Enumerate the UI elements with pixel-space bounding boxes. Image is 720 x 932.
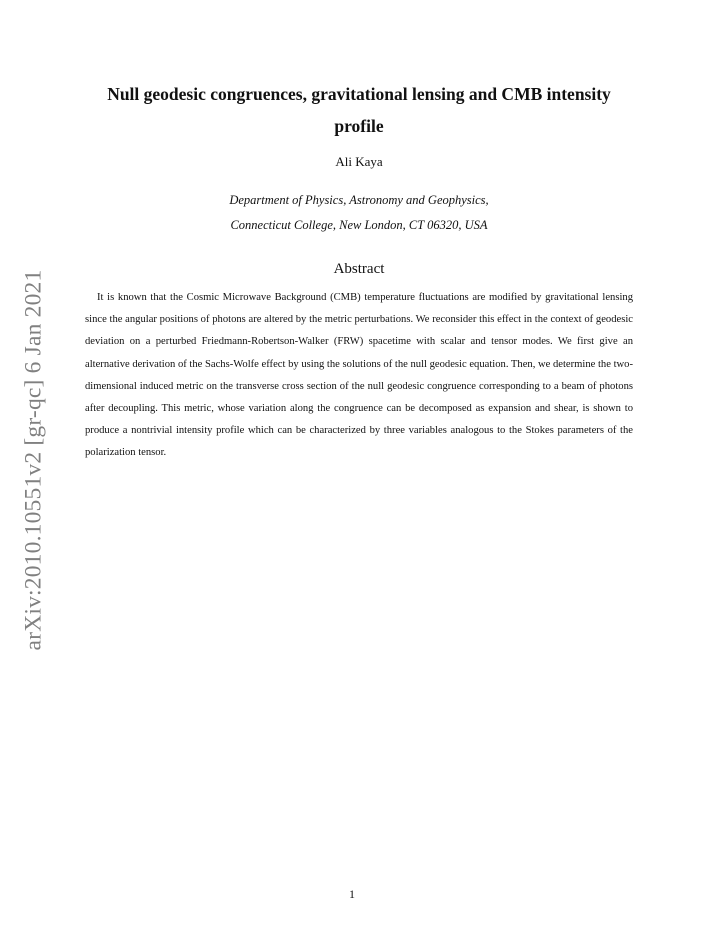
affiliation-line-2: Connecticut College, New London, CT 06320, USA [230, 218, 488, 232]
affiliation-line-1: Department of Physics, Astronomy and Geophysics, [229, 193, 489, 207]
paper-title: Null geodesic congruences, gravitational lensing and CMB intensity profile [107, 84, 611, 136]
page-number: 1 [349, 887, 355, 901]
abstract-text: It is known that the Cosmic Microwave Background (CMB) temperature fluctuations are modified by gravitational lensing since the angular positions of photons are altered by the metric perturbations. We reconsider this effect in the context of geodesic deviation on a perturbed Friedmann-Robertson-Walker (FRW) spacetime with scalar and tensor modes. We first give an alternative derivation of the Sachs-Wolfe effect by using the solutions of the null geodesic equation. Then, we determine the two-dimensional induced metric on the transverse cross section of the null geodesic congruence corresponding to a beam of photons after decoupling. This metric, whose variation along the congruence can be decomposed as expansion and shear, is shown to produce a nontrivial intensity profile which can be characterized by three variables analogous to the Stokes parameters of the polarization tensor. [85, 292, 633, 459]
author-name: Ali Kaya [335, 154, 383, 169]
abstract-heading: Abstract [333, 261, 385, 277]
arxiv-identifier-stamp: arXiv:2010.10551v2 [gr-qc] 6 Jan 2021 [20, 269, 47, 651]
author-affiliation [0, 188, 718, 238]
